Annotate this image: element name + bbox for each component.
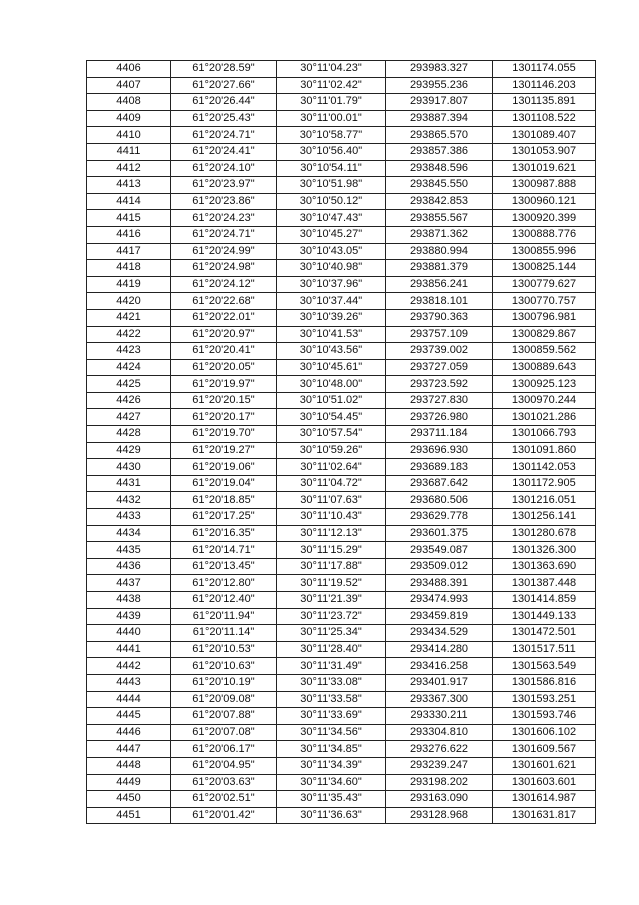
y-coordinate-cell: 1300920.399 [493, 210, 596, 227]
longitude-cell: 30°11'04.23" [277, 61, 386, 78]
y-coordinate-cell: 1301326.300 [493, 542, 596, 559]
longitude-cell: 30°11'33.08" [277, 674, 386, 691]
point-number-cell: 4444 [87, 691, 171, 708]
point-number-cell: 4435 [87, 542, 171, 559]
longitude-cell: 30°11'34.85" [277, 741, 386, 758]
x-coordinate-cell: 293881.379 [386, 260, 493, 277]
longitude-cell: 30°11'00.01" [277, 110, 386, 127]
y-coordinate-cell: 1301586.816 [493, 674, 596, 691]
y-coordinate-cell: 1301593.251 [493, 691, 596, 708]
longitude-cell: 30°10'37.44" [277, 293, 386, 310]
y-coordinate-cell: 1301614.987 [493, 791, 596, 808]
longitude-cell: 30°10'41.53" [277, 326, 386, 343]
x-coordinate-cell: 293434.529 [386, 625, 493, 642]
y-coordinate-cell: 1301517.511 [493, 641, 596, 658]
longitude-cell: 30°11'21.39" [277, 592, 386, 609]
x-coordinate-cell: 293488.391 [386, 575, 493, 592]
latitude-cell: 61°20'06.17" [171, 741, 277, 758]
longitude-cell: 30°11'02.42" [277, 77, 386, 94]
x-coordinate-cell: 293474.993 [386, 592, 493, 609]
point-number-cell: 4422 [87, 326, 171, 343]
longitude-cell: 30°10'54.11" [277, 160, 386, 177]
table-row [87, 309, 596, 326]
point-number-cell: 4442 [87, 658, 171, 675]
x-coordinate-cell: 293696.930 [386, 442, 493, 459]
latitude-cell: 61°20'24.41" [171, 143, 277, 160]
table-row [87, 741, 596, 758]
y-coordinate-cell: 1301089.407 [493, 127, 596, 144]
x-coordinate-cell: 293887.394 [386, 110, 493, 127]
x-coordinate-cell: 293601.375 [386, 525, 493, 542]
latitude-cell: 61°20'16.35" [171, 525, 277, 542]
table-row [87, 160, 596, 177]
table-row [87, 558, 596, 575]
point-number-cell: 4407 [87, 77, 171, 94]
x-coordinate-cell: 293917.807 [386, 94, 493, 111]
x-coordinate-cell: 293401.917 [386, 674, 493, 691]
table-row [87, 608, 596, 625]
y-coordinate-cell: 1300779.627 [493, 276, 596, 293]
x-coordinate-cell: 293865.570 [386, 127, 493, 144]
latitude-cell: 61°20'23.97" [171, 177, 277, 194]
x-coordinate-cell: 293509.012 [386, 558, 493, 575]
point-number-cell: 4431 [87, 475, 171, 492]
x-coordinate-cell: 293856.241 [386, 276, 493, 293]
longitude-cell: 30°11'23.72" [277, 608, 386, 625]
latitude-cell: 61°20'03.63" [171, 774, 277, 791]
longitude-cell: 30°11'04.72" [277, 475, 386, 492]
longitude-cell: 30°10'54.45" [277, 409, 386, 426]
table-row [87, 143, 596, 160]
x-coordinate-cell: 293871.362 [386, 226, 493, 243]
x-coordinate-cell: 293367.300 [386, 691, 493, 708]
longitude-cell: 30°11'07.63" [277, 492, 386, 509]
latitude-cell: 61°20'24.71" [171, 127, 277, 144]
latitude-cell: 61°20'24.12" [171, 276, 277, 293]
latitude-cell: 61°20'20.15" [171, 392, 277, 409]
point-number-cell: 4434 [87, 525, 171, 542]
table-row [87, 94, 596, 111]
latitude-cell: 61°20'11.94" [171, 608, 277, 625]
x-coordinate-cell: 293414.280 [386, 641, 493, 658]
latitude-cell: 61°20'02.51" [171, 791, 277, 808]
longitude-cell: 30°10'45.27" [277, 226, 386, 243]
y-coordinate-cell: 1301606.102 [493, 724, 596, 741]
point-number-cell: 4428 [87, 426, 171, 443]
y-coordinate-cell: 1301019.621 [493, 160, 596, 177]
latitude-cell: 61°20'11.14" [171, 625, 277, 642]
x-coordinate-cell: 293790.363 [386, 309, 493, 326]
x-coordinate-cell: 293689.183 [386, 459, 493, 476]
point-number-cell: 4436 [87, 558, 171, 575]
table-row [87, 658, 596, 675]
table-row [87, 757, 596, 774]
x-coordinate-cell: 293711.184 [386, 426, 493, 443]
point-number-cell: 4427 [87, 409, 171, 426]
latitude-cell: 61°20'22.01" [171, 309, 277, 326]
longitude-cell: 30°10'58.77" [277, 127, 386, 144]
y-coordinate-cell: 1301142.053 [493, 459, 596, 476]
table-row [87, 509, 596, 526]
point-number-cell: 4438 [87, 592, 171, 609]
latitude-cell: 61°20'14.71" [171, 542, 277, 559]
point-number-cell: 4432 [87, 492, 171, 509]
point-number-cell: 4426 [87, 392, 171, 409]
latitude-cell: 61°20'25.43" [171, 110, 277, 127]
latitude-cell: 61°20'24.98" [171, 260, 277, 277]
latitude-cell: 61°20'07.08" [171, 724, 277, 741]
table-row [87, 674, 596, 691]
y-coordinate-cell: 1300796.981 [493, 309, 596, 326]
longitude-cell: 30°11'36.63" [277, 807, 386, 824]
y-coordinate-cell: 1300859.562 [493, 343, 596, 360]
table-row [87, 475, 596, 492]
latitude-cell: 61°20'20.97" [171, 326, 277, 343]
x-coordinate-cell: 293128.968 [386, 807, 493, 824]
table-row [87, 575, 596, 592]
x-coordinate-cell: 293239.247 [386, 757, 493, 774]
x-coordinate-cell: 293276.622 [386, 741, 493, 758]
y-coordinate-cell: 1301593.746 [493, 708, 596, 725]
y-coordinate-cell: 1300925.123 [493, 376, 596, 393]
x-coordinate-cell: 293304.810 [386, 724, 493, 741]
table-row [87, 641, 596, 658]
point-number-cell: 4424 [87, 359, 171, 376]
point-number-cell: 4448 [87, 757, 171, 774]
y-coordinate-cell: 1300770.757 [493, 293, 596, 310]
latitude-cell: 61°20'17.25" [171, 509, 277, 526]
longitude-cell: 30°10'43.56" [277, 343, 386, 360]
y-coordinate-cell: 1300825.144 [493, 260, 596, 277]
x-coordinate-cell: 293727.059 [386, 359, 493, 376]
longitude-cell: 30°11'17.88" [277, 558, 386, 575]
point-number-cell: 4441 [87, 641, 171, 658]
y-coordinate-cell: 1301414.859 [493, 592, 596, 609]
latitude-cell: 61°20'10.19" [171, 674, 277, 691]
table-row [87, 243, 596, 260]
y-coordinate-cell: 1301631.817 [493, 807, 596, 824]
table-row [87, 592, 596, 609]
table-row [87, 492, 596, 509]
table-row [87, 326, 596, 343]
longitude-cell: 30°11'33.69" [277, 708, 386, 725]
point-number-cell: 4419 [87, 276, 171, 293]
x-coordinate-cell: 293818.101 [386, 293, 493, 310]
point-number-cell: 4451 [87, 807, 171, 824]
x-coordinate-cell: 293687.642 [386, 475, 493, 492]
point-number-cell: 4425 [87, 376, 171, 393]
longitude-cell: 30°10'40.98" [277, 260, 386, 277]
point-number-cell: 4411 [87, 143, 171, 160]
point-number-cell: 4421 [87, 309, 171, 326]
latitude-cell: 61°20'18.85" [171, 492, 277, 509]
longitude-cell: 30°10'51.98" [277, 177, 386, 194]
point-number-cell: 4450 [87, 791, 171, 808]
x-coordinate-cell: 293842.853 [386, 193, 493, 210]
x-coordinate-cell: 293955.236 [386, 77, 493, 94]
point-number-cell: 4443 [87, 674, 171, 691]
table-row [87, 774, 596, 791]
longitude-cell: 30°11'34.56" [277, 724, 386, 741]
table-row [87, 392, 596, 409]
table-row [87, 376, 596, 393]
x-coordinate-cell: 293739.002 [386, 343, 493, 360]
table-row [87, 807, 596, 824]
latitude-cell: 61°20'20.41" [171, 343, 277, 360]
longitude-cell: 30°10'56.40" [277, 143, 386, 160]
x-coordinate-cell: 293330.211 [386, 708, 493, 725]
table-row [87, 708, 596, 725]
table-row [87, 260, 596, 277]
table-row [87, 426, 596, 443]
longitude-cell: 30°11'31.49" [277, 658, 386, 675]
latitude-cell: 61°20'24.10" [171, 160, 277, 177]
point-number-cell: 4449 [87, 774, 171, 791]
latitude-cell: 61°20'10.53" [171, 641, 277, 658]
x-coordinate-cell: 293163.090 [386, 791, 493, 808]
point-number-cell: 4439 [87, 608, 171, 625]
longitude-cell: 30°11'35.43" [277, 791, 386, 808]
table-row [87, 276, 596, 293]
latitude-cell: 61°20'01.42" [171, 807, 277, 824]
latitude-cell: 61°20'23.86" [171, 193, 277, 210]
longitude-cell: 30°10'48.00" [277, 376, 386, 393]
table-row [87, 525, 596, 542]
point-number-cell: 4423 [87, 343, 171, 360]
point-number-cell: 4433 [87, 509, 171, 526]
longitude-cell: 30°10'59.26" [277, 442, 386, 459]
x-coordinate-cell: 293757.109 [386, 326, 493, 343]
y-coordinate-cell: 1300855.996 [493, 243, 596, 260]
y-coordinate-cell: 1301472.501 [493, 625, 596, 642]
y-coordinate-cell: 1301609.567 [493, 741, 596, 758]
point-number-cell: 4429 [87, 442, 171, 459]
y-coordinate-cell: 1300888.776 [493, 226, 596, 243]
x-coordinate-cell: 293198.202 [386, 774, 493, 791]
y-coordinate-cell: 1301172.905 [493, 475, 596, 492]
x-coordinate-cell: 293848.596 [386, 160, 493, 177]
table-row [87, 77, 596, 94]
latitude-cell: 61°20'28.59" [171, 61, 277, 78]
latitude-cell: 61°20'12.80" [171, 575, 277, 592]
x-coordinate-cell: 293880.994 [386, 243, 493, 260]
x-coordinate-cell: 293726.980 [386, 409, 493, 426]
table-row [87, 210, 596, 227]
latitude-cell: 61°20'13.45" [171, 558, 277, 575]
latitude-cell: 61°20'19.04" [171, 475, 277, 492]
latitude-cell: 61°20'26.44" [171, 94, 277, 111]
longitude-cell: 30°11'34.39" [277, 757, 386, 774]
table-row [87, 293, 596, 310]
latitude-cell: 61°20'24.99" [171, 243, 277, 260]
y-coordinate-cell: 1300829.867 [493, 326, 596, 343]
x-coordinate-cell: 293855.567 [386, 210, 493, 227]
y-coordinate-cell: 1300970.244 [493, 392, 596, 409]
point-number-cell: 4437 [87, 575, 171, 592]
longitude-cell: 30°11'19.52" [277, 575, 386, 592]
table-row [87, 359, 596, 376]
point-number-cell: 4408 [87, 94, 171, 111]
point-number-cell: 4414 [87, 193, 171, 210]
longitude-cell: 30°11'34.60" [277, 774, 386, 791]
table-row [87, 343, 596, 360]
table-row [87, 625, 596, 642]
table-row [87, 409, 596, 426]
y-coordinate-cell: 1301387.448 [493, 575, 596, 592]
coordinates-table-body [87, 61, 596, 824]
table-row [87, 127, 596, 144]
point-number-cell: 4409 [87, 110, 171, 127]
latitude-cell: 61°20'22.68" [171, 293, 277, 310]
x-coordinate-cell: 293723.592 [386, 376, 493, 393]
point-number-cell: 4440 [87, 625, 171, 642]
latitude-cell: 61°20'24.71" [171, 226, 277, 243]
y-coordinate-cell: 1301146.203 [493, 77, 596, 94]
y-coordinate-cell: 1300889.643 [493, 359, 596, 376]
latitude-cell: 61°20'24.23" [171, 210, 277, 227]
longitude-cell: 30°10'51.02" [277, 392, 386, 409]
longitude-cell: 30°10'47.43" [277, 210, 386, 227]
point-number-cell: 4446 [87, 724, 171, 741]
longitude-cell: 30°10'43.05" [277, 243, 386, 260]
longitude-cell: 30°11'12.13" [277, 525, 386, 542]
point-number-cell: 4418 [87, 260, 171, 277]
longitude-cell: 30°11'02.64" [277, 459, 386, 476]
y-coordinate-cell: 1301449.133 [493, 608, 596, 625]
point-number-cell: 4447 [87, 741, 171, 758]
y-coordinate-cell: 1301021.286 [493, 409, 596, 426]
table-row [87, 791, 596, 808]
point-number-cell: 4406 [87, 61, 171, 78]
latitude-cell: 61°20'19.97" [171, 376, 277, 393]
longitude-cell: 30°10'45.61" [277, 359, 386, 376]
point-number-cell: 4413 [87, 177, 171, 194]
y-coordinate-cell: 1301280.678 [493, 525, 596, 542]
latitude-cell: 61°20'12.40" [171, 592, 277, 609]
longitude-cell: 30°11'25.34" [277, 625, 386, 642]
latitude-cell: 61°20'19.27" [171, 442, 277, 459]
x-coordinate-cell: 293549.087 [386, 542, 493, 559]
table-row [87, 542, 596, 559]
y-coordinate-cell: 1300960.121 [493, 193, 596, 210]
longitude-cell: 30°11'28.40" [277, 641, 386, 658]
point-number-cell: 4410 [87, 127, 171, 144]
y-coordinate-cell: 1301108.522 [493, 110, 596, 127]
x-coordinate-cell: 293983.327 [386, 61, 493, 78]
point-number-cell: 4430 [87, 459, 171, 476]
y-coordinate-cell: 1301363.690 [493, 558, 596, 575]
x-coordinate-cell: 293459.819 [386, 608, 493, 625]
y-coordinate-cell: 1301603.601 [493, 774, 596, 791]
point-number-cell: 4417 [87, 243, 171, 260]
table-row [87, 177, 596, 194]
y-coordinate-cell: 1301135.891 [493, 94, 596, 111]
x-coordinate-cell: 293857.386 [386, 143, 493, 160]
x-coordinate-cell: 293845.550 [386, 177, 493, 194]
latitude-cell: 61°20'27.66" [171, 77, 277, 94]
latitude-cell: 61°20'20.17" [171, 409, 277, 426]
point-number-cell: 4415 [87, 210, 171, 227]
y-coordinate-cell: 1301563.549 [493, 658, 596, 675]
latitude-cell: 61°20'20.05" [171, 359, 277, 376]
y-coordinate-cell: 1301053.907 [493, 143, 596, 160]
latitude-cell: 61°20'09.08" [171, 691, 277, 708]
y-coordinate-cell: 1301256.141 [493, 509, 596, 526]
longitude-cell: 30°10'50.12" [277, 193, 386, 210]
y-coordinate-cell: 1301601.621 [493, 757, 596, 774]
coordinates-table [86, 60, 596, 824]
latitude-cell: 61°20'19.06" [171, 459, 277, 476]
table-row [87, 442, 596, 459]
x-coordinate-cell: 293416.258 [386, 658, 493, 675]
table-row [87, 61, 596, 78]
table-row [87, 691, 596, 708]
point-number-cell: 4416 [87, 226, 171, 243]
x-coordinate-cell: 293629.778 [386, 509, 493, 526]
table-row [87, 459, 596, 476]
longitude-cell: 30°10'37.96" [277, 276, 386, 293]
y-coordinate-cell: 1301091.860 [493, 442, 596, 459]
y-coordinate-cell: 1301066.793 [493, 426, 596, 443]
table-row [87, 226, 596, 243]
longitude-cell: 30°11'33.58" [277, 691, 386, 708]
latitude-cell: 61°20'19.70" [171, 426, 277, 443]
latitude-cell: 61°20'04.95" [171, 757, 277, 774]
longitude-cell: 30°10'39.26" [277, 309, 386, 326]
y-coordinate-cell: 1301174.055 [493, 61, 596, 78]
longitude-cell: 30°11'15.29" [277, 542, 386, 559]
point-number-cell: 4445 [87, 708, 171, 725]
table-row [87, 193, 596, 210]
y-coordinate-cell: 1301216.051 [493, 492, 596, 509]
table-row [87, 110, 596, 127]
longitude-cell: 30°10'57.54" [277, 426, 386, 443]
latitude-cell: 61°20'07.88" [171, 708, 277, 725]
y-coordinate-cell: 1300987.888 [493, 177, 596, 194]
longitude-cell: 30°11'10.43" [277, 509, 386, 526]
longitude-cell: 30°11'01.79" [277, 94, 386, 111]
x-coordinate-cell: 293727.830 [386, 392, 493, 409]
point-number-cell: 4412 [87, 160, 171, 177]
table-row [87, 724, 596, 741]
point-number-cell: 4420 [87, 293, 171, 310]
latitude-cell: 61°20'10.63" [171, 658, 277, 675]
x-coordinate-cell: 293680.506 [386, 492, 493, 509]
